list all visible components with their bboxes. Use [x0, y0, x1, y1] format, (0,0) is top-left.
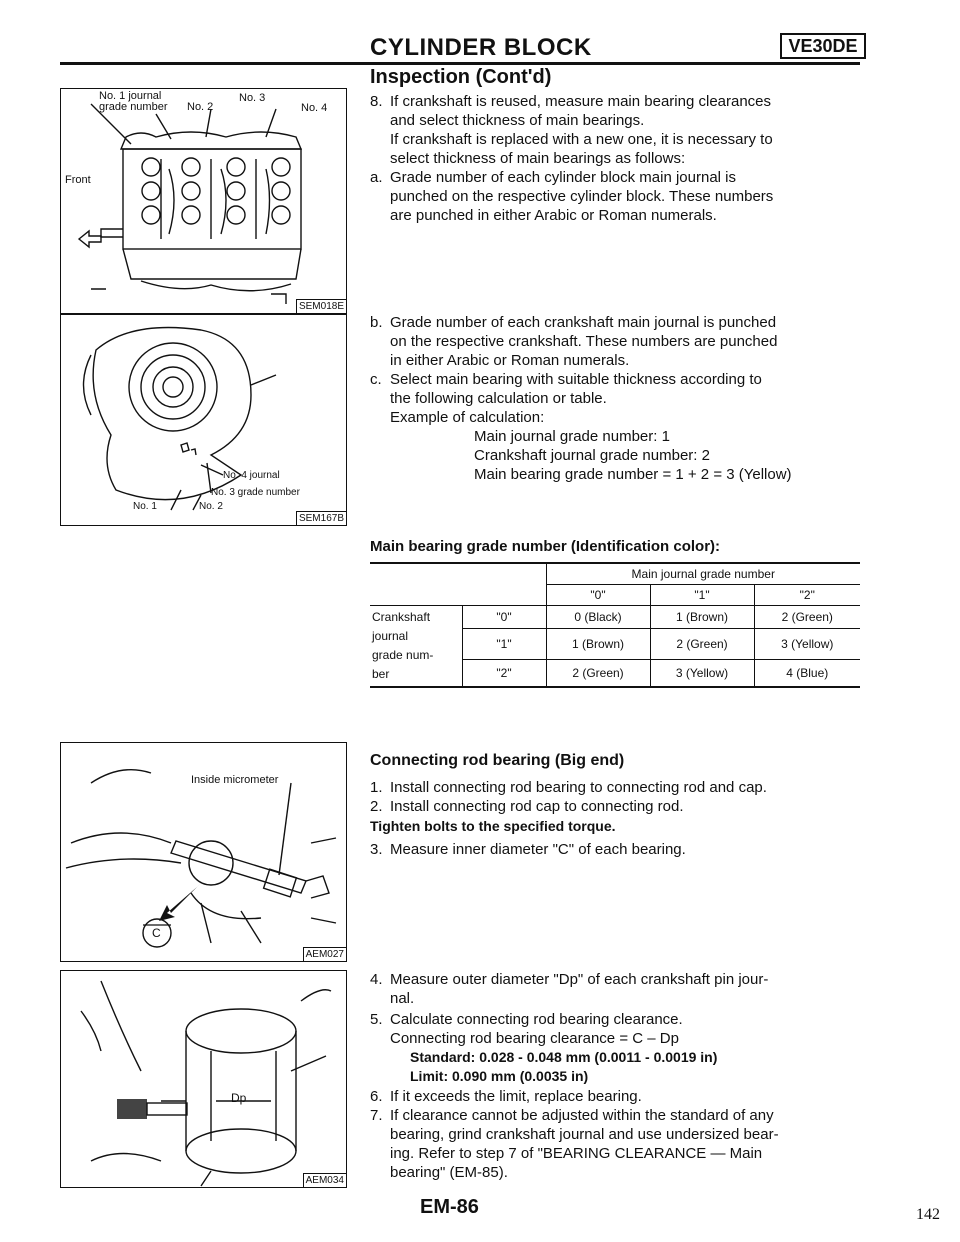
front-arrow-icon	[79, 231, 101, 247]
table-cell: 2 (Green)	[546, 660, 650, 688]
fig2-code: SEM167B	[296, 511, 346, 525]
step-text: bearing" (EM-85).	[390, 1164, 508, 1181]
fig3-label-micrometer: Inside micrometer	[191, 774, 279, 786]
fig1-label-no3: No. 3	[239, 92, 266, 104]
table-cell: 1 (Brown)	[650, 606, 754, 629]
step-3	[370, 840, 860, 859]
fig4-code: AEM034	[303, 1173, 346, 1187]
step-number: 4.	[370, 971, 383, 988]
section-heading: Connecting rod bearing (Big end)	[370, 752, 625, 769]
step-text: bearing, grind crankshaft journal and use undersized bear-	[390, 1126, 779, 1143]
step-text: Install connecting rod cap to connecting rod.	[390, 798, 684, 815]
step-c-line: Example of calculation:	[390, 409, 545, 426]
figure-crankshaft	[60, 314, 347, 526]
bearing-grade-table	[370, 562, 860, 688]
fig3-code: AEM027	[303, 947, 346, 961]
figure-inside-micrometer	[60, 742, 347, 962]
step-text: Measure outer diameter "Dp" of each crankshaft pin jour-	[390, 971, 769, 988]
table-title: Main bearing grade number (Identification color):	[370, 538, 721, 555]
step-c-letter: c.	[370, 371, 382, 388]
step-5	[370, 1010, 860, 1086]
step-number: 6.	[370, 1088, 383, 1105]
header-rule	[60, 62, 860, 65]
step-c-line: Select main bearing with suitable thickness according to	[390, 371, 762, 388]
step-8	[370, 92, 860, 168]
step-6	[370, 1087, 860, 1106]
calc-line: Crankshaft journal grade number: 2	[474, 447, 710, 464]
table-cell: 3 (Yellow)	[754, 629, 860, 660]
fig1-label-no4: No. 4	[301, 102, 328, 114]
step-a	[370, 168, 860, 225]
step-c	[370, 370, 860, 484]
step-a-line: are punched in either Arabic or Roman numerals.	[390, 207, 717, 224]
table-cell: 2 (Green)	[650, 629, 754, 660]
step-8-line: If crankshaft is reused, measure main bearing clearances	[390, 93, 772, 110]
micrometer-thimble-icon	[117, 1099, 187, 1119]
step-a-letter: a.	[370, 169, 383, 186]
table-cell: 4 (Blue)	[754, 660, 860, 688]
step-number: 5.	[370, 1011, 383, 1028]
step-8-number: 8.	[370, 93, 383, 110]
row-label-line: ber	[372, 667, 390, 681]
limit-spec: Limit: 0.090 mm (0.0035 in)	[410, 1068, 589, 1084]
step-text: If it exceeds the limit, replace bearing.	[390, 1088, 642, 1105]
step-8-line: and select thickness of main bearings.	[390, 112, 645, 129]
row-label-line: Crankshaft	[372, 610, 431, 624]
fig2-label-no2: No. 2	[199, 501, 223, 512]
step-text: Measure inner diameter "C" of each bearing.	[390, 841, 686, 858]
table-corner	[370, 585, 546, 606]
table-corner	[370, 563, 546, 585]
step-text: nal.	[390, 990, 415, 1007]
step-text: Connecting rod bearing clearance = C – Dp	[390, 1030, 679, 1047]
pin-diameter-drawing	[61, 971, 346, 1187]
table-cell: 3 (Yellow)	[650, 660, 754, 688]
table-row-grade: "1"	[462, 629, 546, 660]
step-2	[370, 797, 860, 816]
step-number: 7.	[370, 1107, 383, 1124]
section-subtitle: Inspection (Cont'd)	[370, 66, 552, 88]
fig2-label-no1: No. 1	[133, 501, 157, 512]
table-col-header: "2"	[754, 585, 860, 606]
step-7	[370, 1106, 860, 1182]
row-label-line: grade num-	[372, 648, 434, 662]
page-number: EM-86	[420, 1196, 479, 1218]
figure-cylinder-block	[60, 88, 347, 314]
table-col-header: "1"	[650, 585, 754, 606]
engine-badge: VE30DE	[780, 33, 866, 59]
fig1-label-grade: grade number	[99, 101, 168, 113]
row-label-line: journal	[372, 629, 409, 643]
calc-line: Main bearing grade number = 1 + 2 = 3 (Yellow)	[474, 466, 792, 483]
fig3-label-c: C	[152, 926, 161, 940]
table-cell: 0 (Black)	[546, 606, 650, 629]
table-row	[370, 606, 860, 629]
step-b-letter: b.	[370, 314, 383, 331]
step-text: Install connecting rod bearing to connecting rod and cap.	[390, 779, 767, 796]
fig1-label-no1: No. 1 journal	[99, 90, 162, 102]
page-title: CYLINDER BLOCK	[370, 34, 592, 61]
crankshaft-drawing	[61, 315, 346, 525]
table-row-label	[370, 606, 462, 688]
step-b	[370, 313, 860, 370]
step-a-line: punched on the respective cylinder block. These numbers	[390, 188, 774, 205]
torque-note: Tighten bolts to the specified torque.	[370, 818, 616, 834]
table-row-grade: "0"	[462, 606, 546, 629]
step-8-line: select thickness of main bearings as follows:	[390, 150, 686, 167]
table-row-grade: "2"	[462, 660, 546, 688]
table-col-header: "0"	[546, 585, 650, 606]
step-b-line: in either Arabic or Roman numerals.	[390, 352, 630, 369]
fig1-label-front: Front	[65, 174, 91, 186]
step-c-line: the following calculation or table.	[390, 390, 607, 407]
table-cell: 1 (Brown)	[546, 629, 650, 660]
fig2-label-no4-journal: No. 4 journal	[223, 470, 280, 481]
arrow-icon	[159, 883, 201, 921]
table-group-header: Main journal grade number	[546, 563, 860, 585]
step-text: If clearance cannot be adjusted within the standard of any	[390, 1107, 774, 1124]
step-1	[370, 778, 860, 797]
calc-line: Main journal grade number: 1	[474, 428, 670, 445]
table-cell: 2 (Green)	[754, 606, 860, 629]
step-4	[370, 970, 860, 1008]
step-text: ing. Refer to step 7 of "BEARING CLEARANCE — Main	[390, 1145, 763, 1162]
step-number: 2.	[370, 798, 383, 815]
fig1-code: SEM018E	[296, 299, 346, 313]
step-8-line: If crankshaft is replaced with a new one, it is necessary to	[390, 131, 773, 148]
step-b-line: on the respective crankshaft. These numbers are punched	[390, 333, 778, 350]
step-number: 1.	[370, 779, 383, 796]
step-a-line: Grade number of each cylinder block main journal is	[390, 169, 737, 186]
fig2-label-no3-grade: No. 3 grade number	[211, 487, 300, 498]
figure-pin-diameter	[60, 970, 347, 1188]
step-number: 3.	[370, 841, 383, 858]
fig4-label-dp: Dp	[231, 1091, 247, 1105]
standard-spec: Standard: 0.028 - 0.048 mm (0.0011 - 0.0019 in)	[410, 1049, 718, 1065]
step-text: Calculate connecting rod bearing clearance.	[390, 1011, 683, 1028]
sheet-number: 142	[916, 1206, 940, 1223]
fig1-label-no2: No. 2	[187, 101, 214, 113]
cylinder-block-drawing	[61, 89, 346, 313]
step-b-line: Grade number of each crankshaft main journal is punched	[390, 314, 777, 331]
